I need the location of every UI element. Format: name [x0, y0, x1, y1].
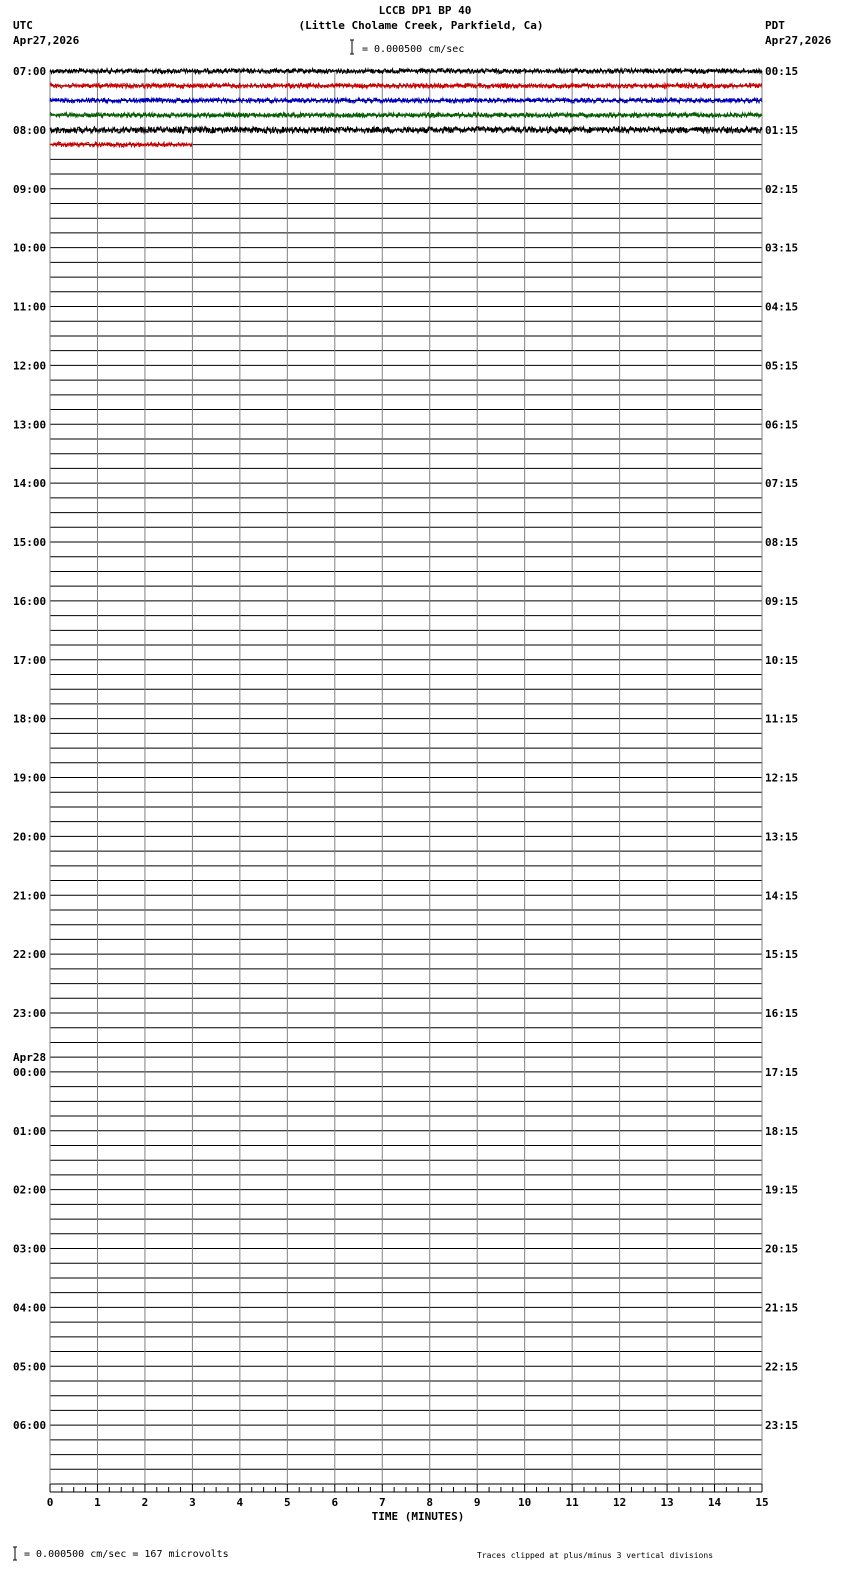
x-tick-label: 13	[660, 1496, 674, 1509]
x-tick-label: 0	[46, 1496, 54, 1509]
x-tick-label: 9	[473, 1496, 481, 1509]
x-tick-label: 2	[141, 1496, 149, 1509]
utc-time-label: 17:00	[13, 653, 47, 667]
utc-time-label: 10:00	[13, 241, 47, 255]
station-subtitle: (Little Cholame Creek, Parkfield, Ca)	[298, 19, 544, 32]
pdt-time-label: 03:15	[765, 241, 799, 255]
utc-time-label: 12:00	[13, 359, 47, 373]
utc-time-label: 04:00	[13, 1301, 47, 1315]
x-tick-label: 12	[612, 1496, 627, 1509]
pdt-time-label: 06:15	[765, 418, 799, 432]
pdt-time-label: 01:15	[765, 123, 799, 137]
right-date: Apr27,2026	[765, 34, 832, 47]
utc-time-label: 07:00	[13, 65, 47, 78]
utc-time-label: 11:00	[13, 300, 47, 314]
pdt-time-label: 19:15	[765, 1183, 799, 1197]
x-tick-label: 5	[284, 1496, 291, 1509]
utc-time-label: 23:00	[13, 1007, 47, 1020]
pdt-time-label: 22:15	[765, 1360, 799, 1374]
x-tick-label: 7	[378, 1496, 386, 1509]
pdt-time-label: 08:15	[765, 536, 799, 549]
pdt-time-label: 16:15	[765, 1007, 799, 1020]
left-date: Apr27,2026	[13, 34, 80, 47]
left-timezone: UTC	[13, 19, 33, 32]
pdt-time-label: 02:15	[765, 182, 799, 196]
trace-blue-row-2	[50, 98, 762, 103]
pdt-time-label: 21:15	[765, 1301, 799, 1315]
utc-time-label: 20:00	[13, 830, 47, 844]
x-tick-label: 4	[236, 1496, 244, 1509]
x-tick-label: 3	[189, 1496, 196, 1509]
pdt-time-label: 15:15	[765, 948, 799, 962]
pdt-time-label: 20:15	[765, 1242, 799, 1256]
utc-time-label: 03:00	[13, 1242, 47, 1256]
pdt-time-label: 07:15	[765, 477, 799, 491]
utc-time-label: 18:00	[13, 712, 47, 726]
pdt-time-label: 05:15	[765, 359, 799, 373]
x-tick-label: 6	[331, 1496, 339, 1509]
utc-time-label: 00:00	[13, 1065, 47, 1079]
utc-time-label: 22:00	[13, 948, 47, 962]
utc-time-label: 19:00	[13, 771, 47, 785]
pdt-time-label: 13:15	[765, 830, 799, 844]
pdt-time-label: 14:15	[765, 889, 799, 903]
pdt-time-label: 04:15	[765, 300, 799, 314]
x-tick-label: 15	[755, 1496, 769, 1509]
x-tick-label: 14	[707, 1496, 722, 1509]
pdt-time-label: 10:15	[765, 653, 799, 667]
right-timezone: PDT	[765, 19, 785, 32]
utc-time-label: 01:00	[13, 1124, 47, 1138]
footer-scale-text: = 0.000500 cm/sec = 167 microvolts	[24, 1549, 229, 1560]
footer-clip-note: Traces clipped at plus/minus 3 vertical divisions	[477, 1551, 714, 1560]
trace-green-row-3	[50, 113, 762, 118]
utc-time-label: 06:00	[13, 1419, 47, 1433]
utc-time-label: 05:00	[13, 1360, 47, 1374]
utc-time-label: 13:00	[13, 418, 47, 432]
utc-date-label: Apr28	[13, 1050, 47, 1064]
pdt-time-label: 09:15	[765, 594, 799, 608]
utc-time-label: 15:00	[13, 536, 47, 549]
x-tick-label: 10	[518, 1496, 532, 1509]
pdt-time-label: 11:15	[765, 712, 799, 726]
x-tick-label: 8	[426, 1496, 434, 1509]
pdt-time-label: 23:15	[765, 1419, 799, 1433]
utc-time-label: 09:00	[13, 182, 47, 196]
utc-time-label: 16:00	[13, 594, 47, 608]
utc-time-label: 08:00	[13, 123, 47, 137]
scale-bar-label: = 0.000500 cm/sec	[362, 44, 465, 55]
pdt-time-label: 12:15	[765, 771, 799, 785]
utc-time-label: 14:00	[13, 477, 47, 491]
trace-black-row-0	[50, 69, 762, 74]
utc-time-label: 21:00	[13, 889, 47, 903]
x-tick-label: 1	[94, 1496, 101, 1509]
trace-red-row-5	[50, 142, 192, 147]
x-tick-label: 11	[565, 1496, 579, 1509]
pdt-time-label: 17:15	[765, 1065, 799, 1079]
utc-time-label: 02:00	[13, 1183, 47, 1197]
pdt-time-label: 00:15	[765, 65, 799, 78]
pdt-time-label: 18:15	[765, 1124, 799, 1138]
x-axis-title: TIME (MINUTES)	[371, 1510, 465, 1523]
chart-title: LCCB DP1 BP 40	[378, 4, 472, 17]
